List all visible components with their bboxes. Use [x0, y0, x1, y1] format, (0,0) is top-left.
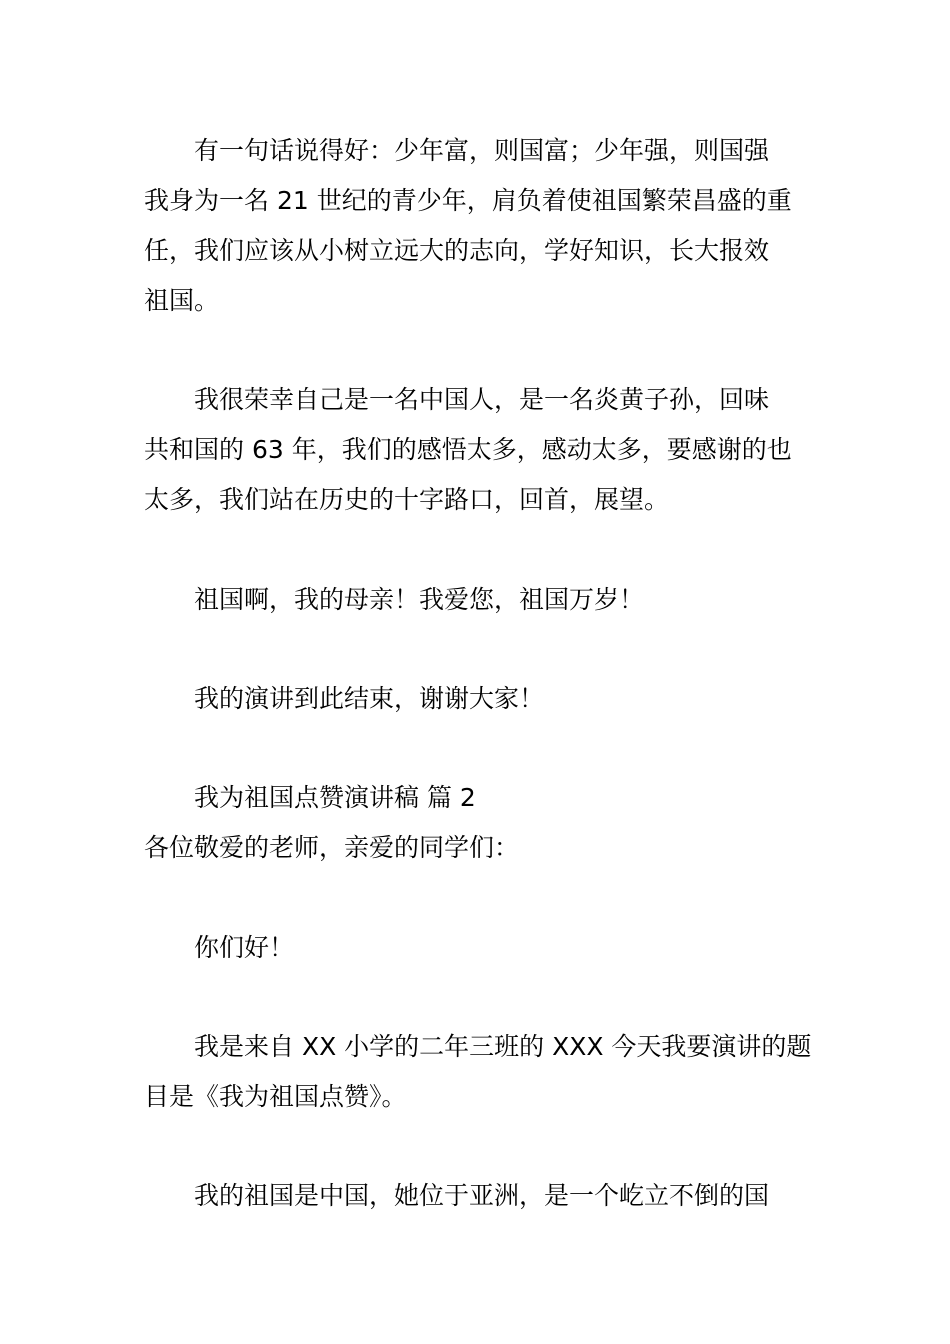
paragraph-line: 有一句话说得好：少年富，则国富；少年强，则国强	[194, 136, 770, 165]
section-heading: 我为祖国点赞演讲稿 篇 2	[194, 783, 476, 812]
greeting: 你们好！	[194, 933, 295, 962]
paragraph-line: 我很荣幸自己是一名中国人，是一名炎黄子孙，回味	[194, 385, 770, 414]
salutation: 各位敬爱的老师，亲爱的同学们：	[144, 833, 520, 862]
paragraph-line: 共和国的 63 年，我们的感悟太多，感动太多，要感谢的也	[144, 435, 792, 464]
paragraph-line: 目是《我为祖国点赞》。	[144, 1082, 407, 1111]
paragraph-line: 我的演讲到此结束，谢谢大家！	[194, 684, 545, 713]
paragraph-line: 太多，我们站在历史的十字路口，回首，展望。	[144, 485, 670, 514]
paragraph-line: 我的祖国是中国，她位于亚洲，是一个屹立不倒的国	[194, 1181, 770, 1210]
paragraph-line: 祖国。	[144, 286, 220, 315]
paragraph-line: 祖国啊，我的母亲！我爱您，祖国万岁！	[194, 585, 645, 614]
paragraph-line: 任，我们应该从小树立远大的志向，学好知识，长大报效	[144, 236, 770, 265]
paragraph-line: 我是来自 XX 小学的二年三班的 XXX 今天我要演讲的题	[194, 1032, 812, 1061]
paragraph-line: 我身为一名 21 世纪的青少年，肩负着使祖国繁荣昌盛的重	[144, 186, 792, 215]
